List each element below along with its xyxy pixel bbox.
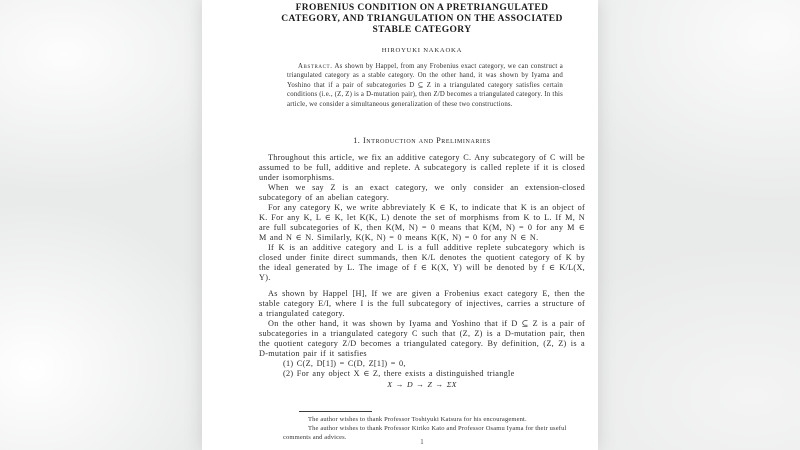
author-name: HIROYUKI NAKAOKA [381, 46, 463, 54]
paper-title-line-1: FROBENIUS CONDITION ON A PRETRIANGULATED [295, 3, 549, 13]
paragraph-1: Throughout this article, we fix an additive category C. Any subcategory of C will be assumed to be full, additive and replete. A subcategory is called replete if it is closed under isomorphisms. [259, 152, 585, 182]
page-number: 1 [420, 439, 424, 446]
footnote-1: The author wishes to thank Professor Toshiyuki Katsura for his encouragement. [308, 416, 527, 423]
paper-title-line-3: STABLE CATEGORY [372, 25, 472, 36]
condition-item-2: (2) For any object X ∈ Z, there exists a distinguished triangle [283, 368, 515, 378]
paragraph-6: On the other hand, it was shown by Iyama and Yoshino that if D ⊆ Z is a pair of subcategories in a triangulated category C such that (Z, Z) is a D-mutation pair, then the quotient category Z/D becomes a triangulated category. By definition, (Z, Z) is a D-mutation pair if it satisfies [259, 318, 585, 358]
paragraph-4: If K is an additive category and L is a full additive replete subcategory which is closed under finite direct summands, then K/L denotes the quotient category of K by the ideal generated by L. The image of f ∈ K(X, Y) will be denoted by f ∈ K/L(X, Y). [259, 242, 585, 282]
footnote-separator-rule [299, 411, 372, 412]
abstract-label: Abstract. [298, 62, 333, 70]
distinguished-triangle-formula: X → D → Z → ΣX [387, 379, 457, 389]
paper-content [259, 0, 585, 390]
abstract-block [287, 62, 563, 110]
paper-title [259, 3, 585, 37]
paper-page [202, 0, 598, 450]
body-text [259, 153, 585, 390]
paragraph-5: As shown by Happel [H], If we are given a Frobenius exact category E, then the stable category E/I, where I is the full subcategory of injectives, carries a structure of a triangulated category. [259, 288, 585, 318]
abstract-text: As shown by Happel, from any Frobenius exact category, we can construct a triangulated category as a stable category. On the other hand, it was shown by Iyama and Yoshino that if a pair of subcategories D ⊆ Z in a triangulated category satisfies certain conditions (i.e., (Z, Z) is a D-mutation pair), then Z/D becomes a triangulated category. In this article, we consider a simultaneous generalization of these two constructions. [287, 62, 563, 108]
paragraph-3: For any category K, we write abbreviately K ∈ K, to indicate that K is an object of K. For any K, L ∈ K, let K(K, L) denote the set of morphisms from K to L. If M, N are full subcategories of K, then K(M, N) = 0 means that K(M, N) = 0 for any M ∈ M and N ∈ N. Similarly, K(K, N) = 0 means K(K, N) = 0 for any N ∈ N. [259, 202, 585, 242]
paper-title-line-2: CATEGORY, AND TRIANGULATION ON THE ASSOCIATED [281, 14, 563, 25]
condition-item-1: (1) C(Z, D[1]) = C(D, Z[1]) = 0, [283, 358, 406, 368]
section-heading: 1. Introduction and Preliminaries [353, 135, 491, 145]
paragraph-2: When we say Z is an exact category, we only consider an extension-closed subcategory of an abelian category. [259, 182, 585, 202]
footnote-2: The author wishes to thank Professor Kiriko Kato and Professor Osamu Iyama for their useful comments and advices. [283, 425, 567, 442]
